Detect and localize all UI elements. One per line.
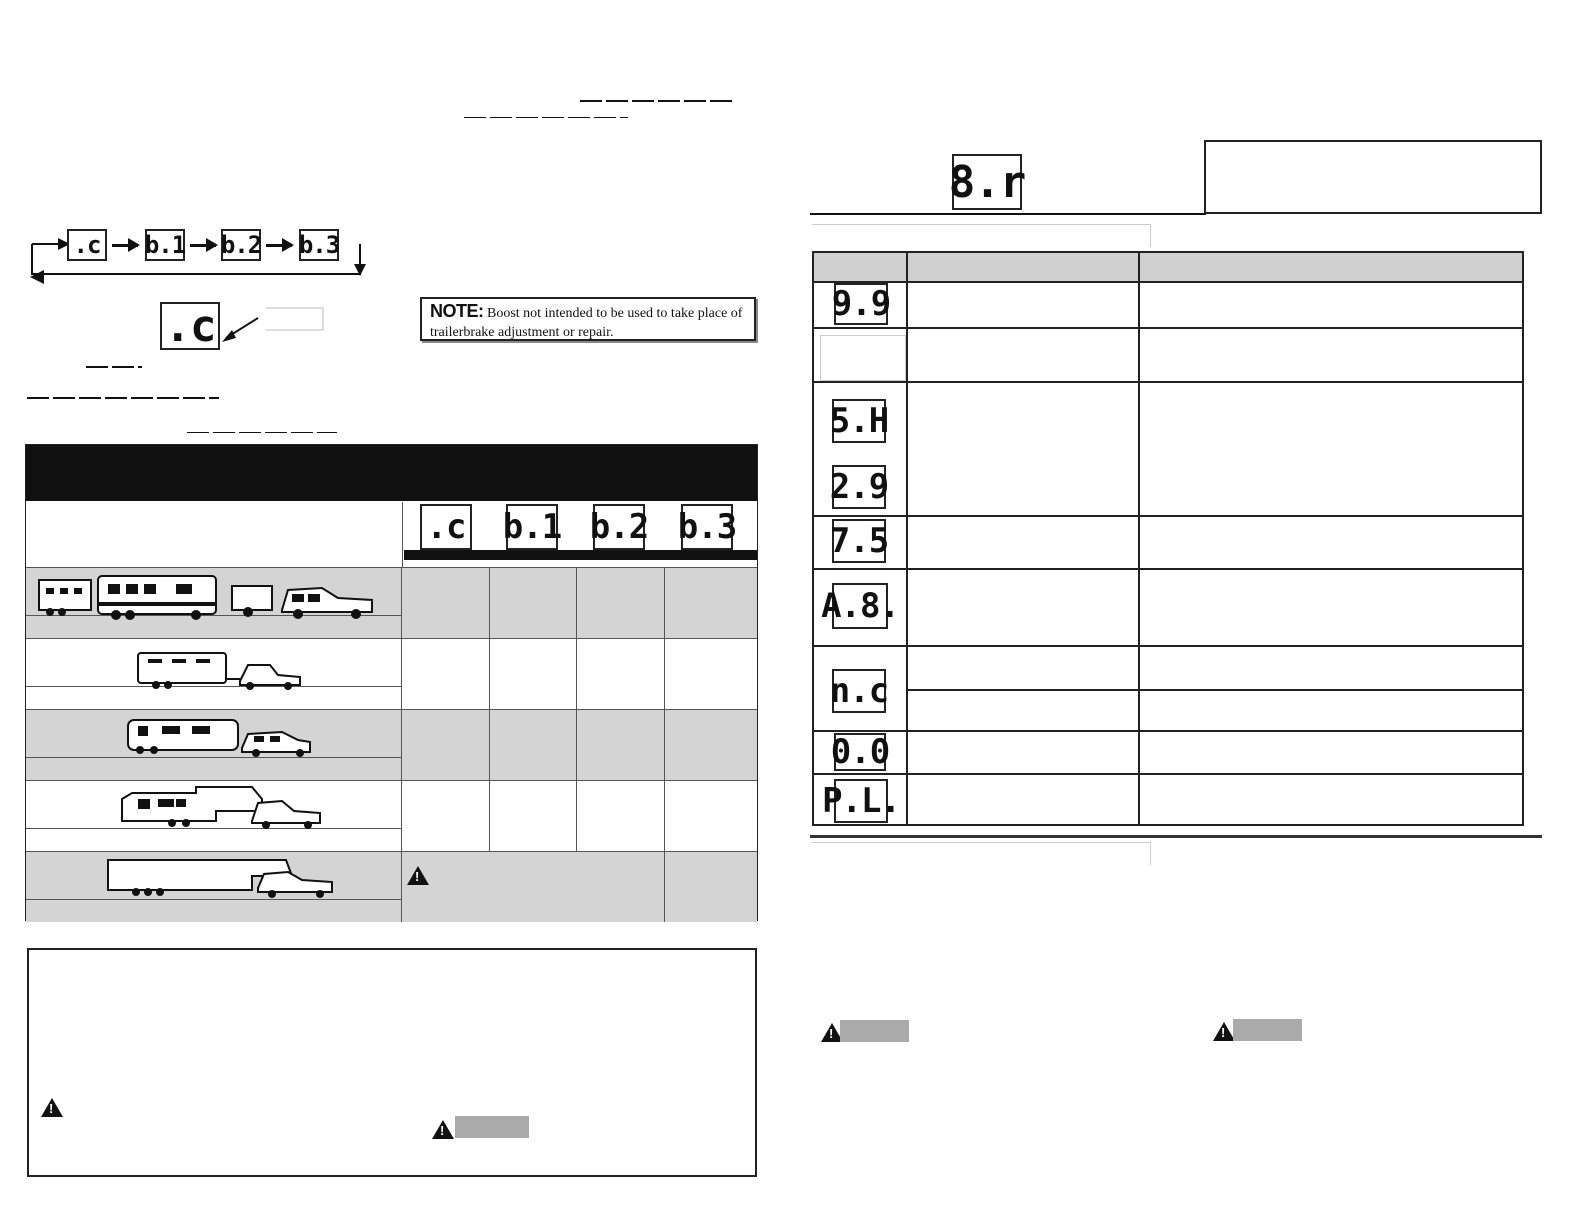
cycle-arrow-2 [190, 244, 216, 247]
table-row [26, 780, 757, 851]
diag-display: 2.9 [829, 467, 889, 507]
caution-icon [1213, 1022, 1235, 1041]
section-rule [810, 835, 1542, 838]
semi-trailer-icon [26, 852, 27, 853]
diag-display: 5.H [829, 401, 889, 441]
diagnostic-code-table [812, 251, 1524, 826]
status-display: 8.r [952, 154, 1022, 210]
caution-icon [432, 1120, 454, 1139]
diag-display: P.L. [822, 781, 900, 821]
col-display-c: .c [420, 504, 472, 550]
caution-label-bar [455, 1116, 529, 1138]
cycle-display-b2: b.2 [220, 231, 262, 259]
fifth-wheel-icon [26, 781, 27, 782]
diag-display: 7.5 [829, 521, 889, 561]
table-column-header [26, 502, 757, 568]
caution-label-bar [1233, 1019, 1302, 1041]
col-display-b3: b.3 [681, 504, 733, 550]
boost-settings-table [25, 444, 758, 921]
trailer-rv-group-icon [26, 568, 27, 569]
section-tab [812, 224, 1151, 247]
underline-short [86, 366, 142, 368]
cycle-display-b1: b.1 [144, 231, 186, 259]
diag-display: 9.9 [831, 284, 891, 324]
travel-trailer-icon [26, 639, 27, 640]
table-row [26, 851, 757, 922]
diag-display-blank [820, 335, 906, 381]
table-row [26, 709, 757, 780]
warning-icon [41, 1098, 63, 1117]
diag-display: A.8. [832, 583, 888, 629]
heading-underline-2 [464, 117, 628, 118]
cycle-arrow-1 [112, 244, 138, 247]
table-title-bar [26, 445, 757, 501]
info-box [1204, 140, 1542, 214]
motorhome-tow-icon [26, 710, 27, 711]
note-heading: NOTE: [430, 301, 484, 321]
col-display-b2: b.2 [593, 504, 645, 550]
table-header-row [814, 253, 1522, 283]
section-tab-2 [812, 842, 1151, 865]
diag-display: 0.0 [830, 732, 890, 772]
heading-underline-1 [580, 100, 734, 102]
cycle-display-c: .c [67, 229, 107, 261]
display-pointer-arrow [0, 0, 1, 1]
note-line-1: Boost not intended to be used to take place of [487, 306, 743, 321]
table-row [26, 567, 757, 638]
header-rule [810, 213, 1206, 215]
boost-note-box [420, 297, 756, 341]
table-row [26, 638, 757, 709]
cycle-display-b3: b.3 [298, 231, 340, 259]
diag-display: n.c [829, 671, 889, 711]
warning-icon [407, 866, 429, 885]
cycle-arrow-3 [266, 244, 292, 247]
caution-label-bar [840, 1020, 909, 1042]
note-line-2: trailerbrake adjustment or repair. [430, 325, 614, 340]
col-display-b1: b.1 [506, 504, 558, 550]
warning-box [27, 948, 757, 1177]
underline-long [27, 397, 219, 399]
underline-mid [187, 432, 337, 433]
current-boost-display: .c [160, 302, 220, 350]
